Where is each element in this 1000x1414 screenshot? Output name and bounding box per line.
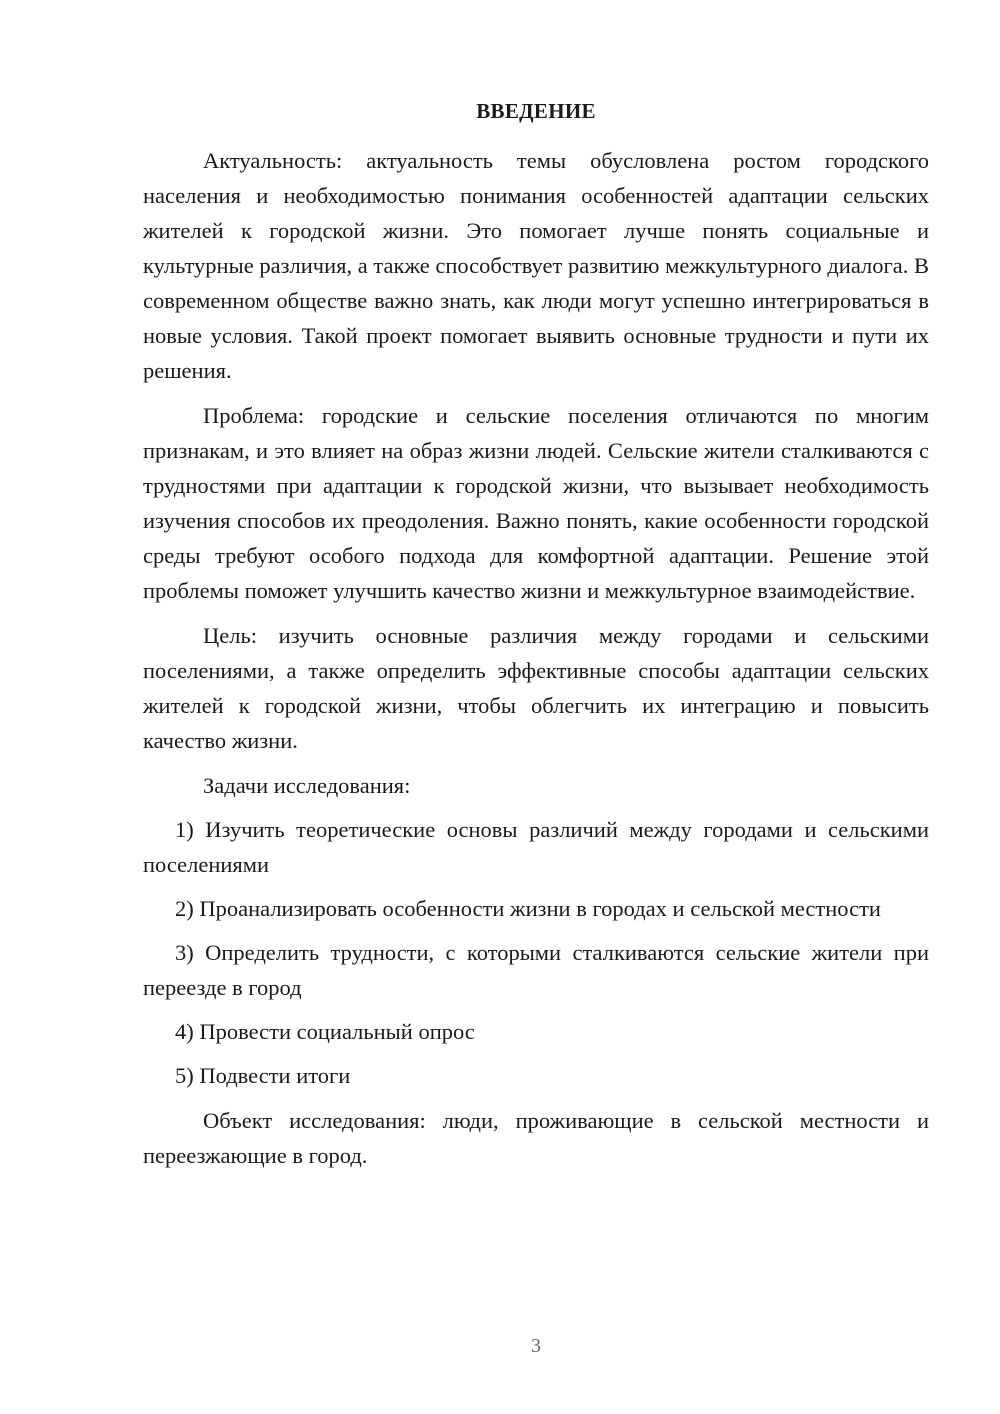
page-number: 3: [531, 1335, 541, 1357]
task-item: 5) Подвести итоги: [175, 1063, 351, 1088]
paragraph-object: Объект исследования: люди, проживающие в сельской местности и переезжающие в город.: [143, 1108, 929, 1168]
document-body: [143, 143, 929, 1173]
task-item: 4) Провести социальный опрос: [175, 1019, 475, 1044]
document-page: [143, 0, 929, 1414]
paragraph-goal: Цель: изучить основные различия между городами и сельскими поселениями, а также определить эффективные способы адаптации сельских жителей к городской жизни, чтобы облегчить их интеграцию и повысить качество жизни.: [143, 623, 929, 753]
task-item: 2) Проанализировать особенности жизни в городах и сельской местности: [175, 896, 881, 921]
task-item: 3) Определить трудности, с которыми сталкиваются сельские жители при переезде в город: [143, 940, 929, 1000]
paragraph-problem: Проблема: городские и сельские поселения отличаются по многим признакам, и это влияет на образ жизни людей. Сельские жители сталкиваются с трудностями при адаптации к городской жизни, что вызывает необходимость изучения способов их преодоления. Важно понять, какие особенности городской среды требуют особого подхода для комфортной адаптации. Решение этой проблемы поможет улучшить качество жизни и межкультурное взаимодействие.: [143, 403, 929, 603]
task-item: 1) Изучить теоретические основы различий между городами и сельскими поселениями: [143, 817, 929, 877]
page-title: ВВЕДЕНИЕ: [476, 99, 596, 123]
paragraph-tasks-heading: Задачи исследования:: [203, 773, 411, 798]
paragraph-relevance: Актуальность: актуальность темы обусловлена ростом городского населения и необходимостью понимания особенностей адаптации сельских жителей к городской жизни. Это помогает лучше понять социальные и культурные различия, а также способствует развитию межкультурного диалога. В современном обществе важно знать, как люди могут успешно интегрироваться в новые условия. Такой проект помогает выявить основные трудности и пути их решения.: [143, 148, 929, 383]
